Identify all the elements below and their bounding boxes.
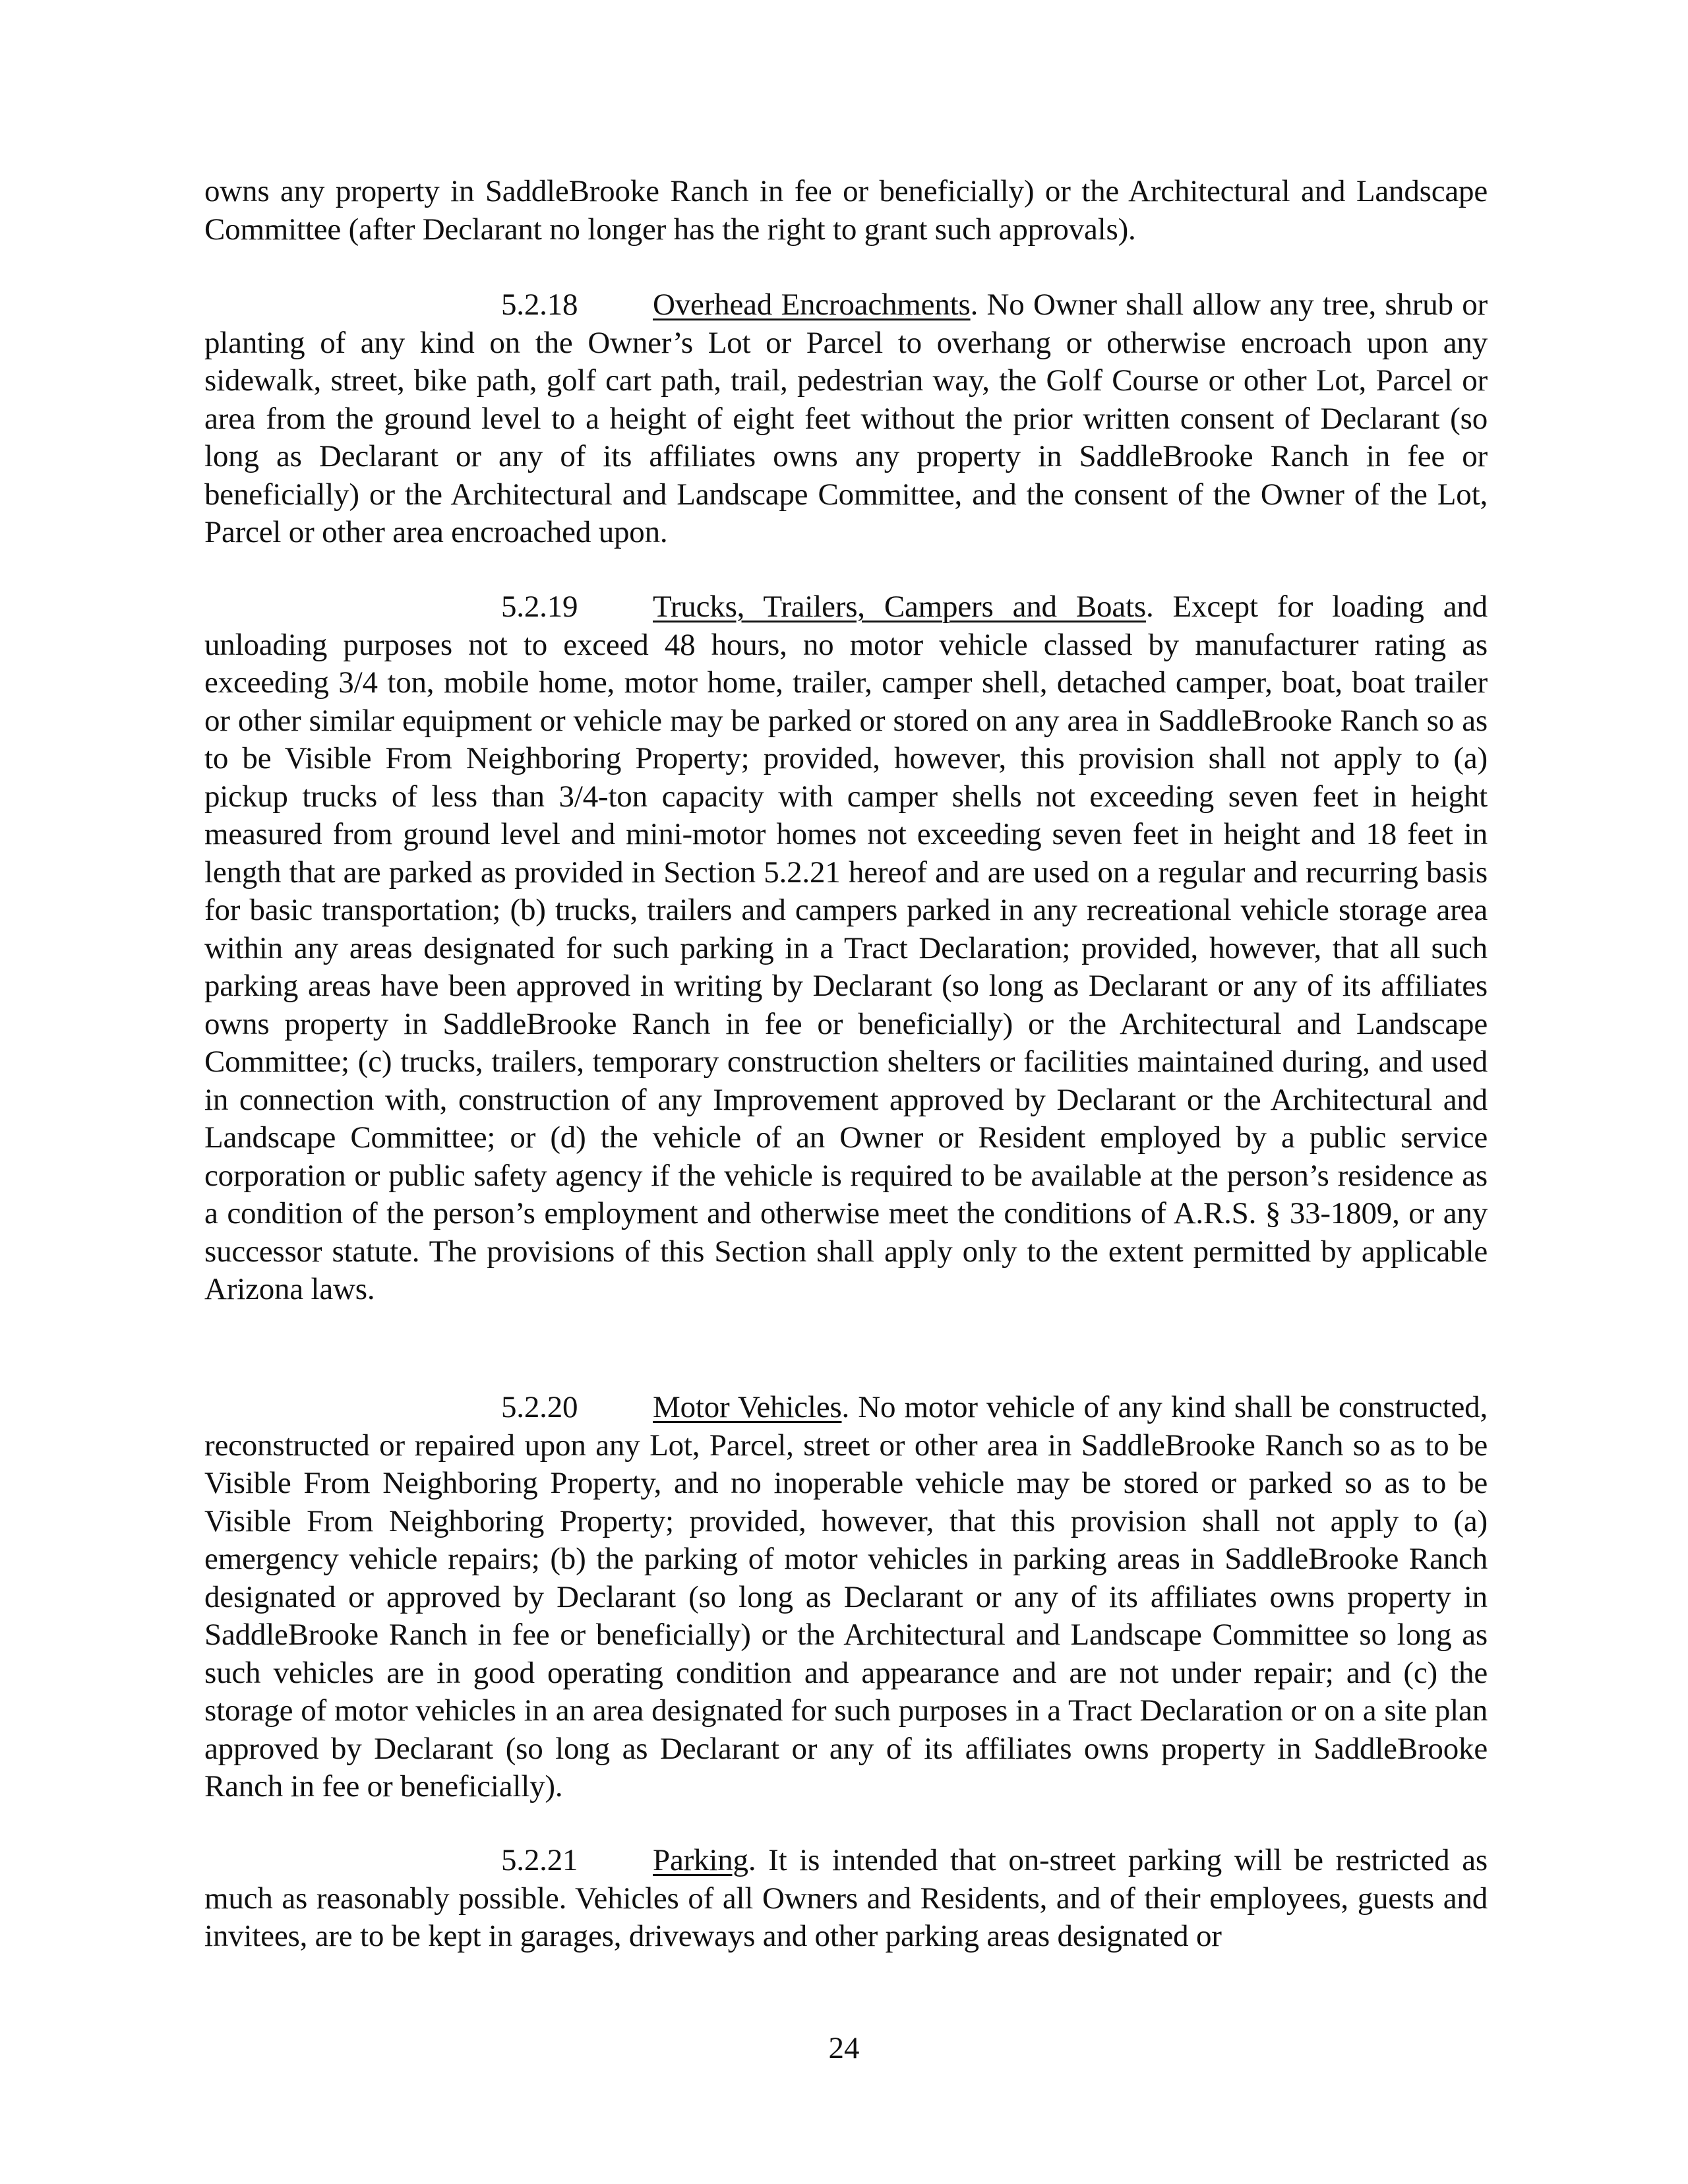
section-heading: Motor Vehicles bbox=[653, 1390, 842, 1424]
heading-period: . bbox=[1145, 590, 1154, 624]
section-number: 5.2.19 bbox=[501, 590, 578, 624]
section-body: No Owner shall allow any tree, shrub or planting of any kind on the Owner’s Lot or Parcel to overhang or otherwise encroach upon any sidewalk, street, bike path, golf cart path, trail, pedestrian way, the Golf Course or other Lot, Parcel or area from the ground level to a height of eight feet without the prior written consent of Declarant (so long as Declarant or any of its affiliates owns any property in SaddleBrooke Ranch in fee or beneficially) or the Architectural and Landscape Committee, and the consent of the Owner of the Lot, Parcel or other area encroached upon. bbox=[204, 288, 1488, 549]
section-heading: Parking bbox=[653, 1843, 748, 1877]
section-5-2-18 bbox=[204, 286, 1488, 552]
section-body: It is intended that on-street parking will be restricted as much as reasonably possible. Vehicles of all Owners and Residents, and of their employees, guests and invitees, are to be kept in garages, driveways and other parking areas designated or bbox=[204, 1843, 1488, 1953]
section-body: No motor vehicle of any kind shall be constructed, reconstructed or repaired upon any Lot, Parcel, street or other area in SaddleBrooke Ranch so as to be Visible From Neighboring Property, and no inoperable vehicle may be stored or parked so as to be Visible From Neighboring Property; provided, however, that this provision shall not apply to (a) emergency vehicle repairs; (b) the parking of motor vehicles in parking areas in SaddleBrooke Ranch designated or approved by Declarant (so long as Declarant or any of its affiliates owns property in SaddleBrooke Ranch in fee or beneficially) or the Architectural and Landscape Committee so long as such vehicles are in good operating condition and appearance and are not under repair; and (c) the storage of motor vehicles in an area designated for such purposes in a Tract Declaration or on a site plan approved by Declarant (so long as Declarant or any of its affiliates owns property in SaddleBrooke Ranch in fee or beneficially). bbox=[204, 1390, 1488, 1804]
section-body: Except for loading and unloading purposes not to exceed 48 hours, no motor vehicle classed by manufacturer rating as exceeding 3/4 ton, mobile home, motor home, trailer, camper shell, detached camper, boat, boat trailer or other similar equipment or vehicle may be parked or stored on any area in SaddleBrooke Ranch so as to be Visible From Neighboring Property; provided, however, this provision shall not apply to (a) pickup trucks of less than 3/4-ton capacity with camper shells not exceeding seven feet in height measured from ground level and mini-motor homes not exceeding seven feet in height and 18 feet in length that are parked as provided in Section 5.2.21 hereof and are used on a regular and recurring basis for basic transportation; (b) trucks, trailers and campers parked in any recreational vehicle storage area within any areas designated for such parking in a Tract Declaration; provided, however, that all such parking areas have been approved in writing by Declarant (so long as Declarant or any of its affiliates owns property in SaddleBrooke Ranch in fee or beneficially) or the Architectural and Landscape Committee; (c) trucks, trailers, temporary construction shelters or facilities maintained during, and used in connection with, construction of any Improvement approved by Declarant or the Architectural and Landscape Committee; or (d) the vehicle of an Owner or Resident employed by a public service corporation or public safety agency if the vehicle is required to be available at the person’s residence as a condition of the person’s employment and otherwise meet the conditions of A.R.S. § 33-1809, or any successor statute. The provisions of this Section shall apply only to the extent permitted by applicable Arizona laws. bbox=[204, 590, 1488, 1306]
section-5-2-21 bbox=[204, 1842, 1488, 1956]
heading-period: . bbox=[970, 288, 979, 322]
heading-period: . bbox=[841, 1390, 850, 1424]
section-heading: Overhead Encroachments bbox=[653, 288, 971, 322]
section-5-2-19 bbox=[204, 588, 1488, 1309]
section-number: 5.2.20 bbox=[501, 1390, 578, 1424]
section-heading: Trucks, Trailers, Campers and Boats bbox=[653, 590, 1146, 624]
intro-paragraph: owns any property in SaddleBrooke Ranch in fee or beneficially) or the Architectural and Landscape Committee (after Declarant no longer has the right to grant such approvals). bbox=[204, 174, 1488, 247]
heading-period: . bbox=[748, 1843, 756, 1877]
section-5-2-20 bbox=[204, 1389, 1488, 1806]
section-number: 5.2.21 bbox=[501, 1843, 578, 1877]
page-number: 24 bbox=[828, 2031, 860, 2065]
section-number: 5.2.18 bbox=[501, 288, 578, 322]
